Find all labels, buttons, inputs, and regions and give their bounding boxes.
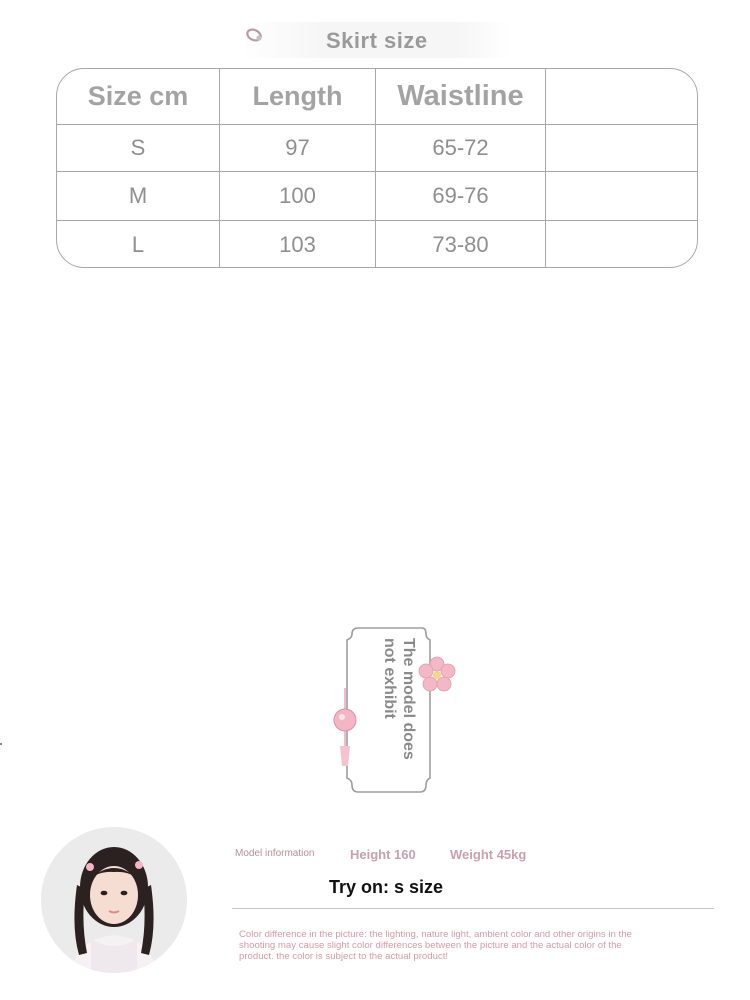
- cell-empty: [546, 125, 697, 171]
- model-height: Height 160: [350, 847, 416, 862]
- cell-length: 100: [220, 172, 376, 220]
- model-avatar: [41, 827, 187, 973]
- cell-size: L: [57, 221, 220, 268]
- header-empty: [546, 69, 697, 124]
- table-row: [57, 220, 697, 268]
- tag-line-1: The model does: [400, 638, 417, 760]
- tassel-charm-icon: [330, 688, 360, 768]
- divider: [232, 908, 714, 909]
- cell-empty: [546, 221, 697, 268]
- title-banner: [240, 22, 512, 58]
- model-portrait: [41, 827, 187, 973]
- ring-icon: [244, 26, 266, 44]
- cell-length: 103: [220, 221, 376, 268]
- page-title: Skirt size: [326, 28, 428, 53]
- cell-empty: [546, 172, 697, 220]
- table-header-row: [57, 69, 697, 124]
- table-row: [57, 171, 697, 220]
- table-row: [57, 124, 697, 171]
- header-size: Size cm: [57, 69, 220, 124]
- model-info-label: Model information: [235, 848, 315, 859]
- plum-blossom-icon: [418, 656, 456, 692]
- color-difference-note: Color difference in the picture: the lighting, nature light, ambient color and other origins in the shooting may cause slight color differences between the picture and the actual color of the product. the color is subject to the actual product!: [239, 929, 632, 962]
- header-length: Length: [220, 69, 376, 124]
- cell-size: M: [57, 172, 220, 220]
- cell-waistline: 73-80: [376, 221, 546, 268]
- cell-size: S: [57, 125, 220, 171]
- stray-mark: [0, 743, 2, 745]
- try-on-size: Try on: s size: [329, 877, 444, 897]
- tag-text: [360, 638, 418, 788]
- cell-length: 97: [220, 125, 376, 171]
- cell-waistline: 69-76: [376, 172, 546, 220]
- tag-line-2: not exhibit: [381, 638, 398, 719]
- size-table: [56, 68, 698, 268]
- cell-waistline: 65-72: [376, 125, 546, 171]
- model-weight: Weight 45kg: [450, 847, 527, 862]
- header-waistline: Waistline: [376, 69, 546, 124]
